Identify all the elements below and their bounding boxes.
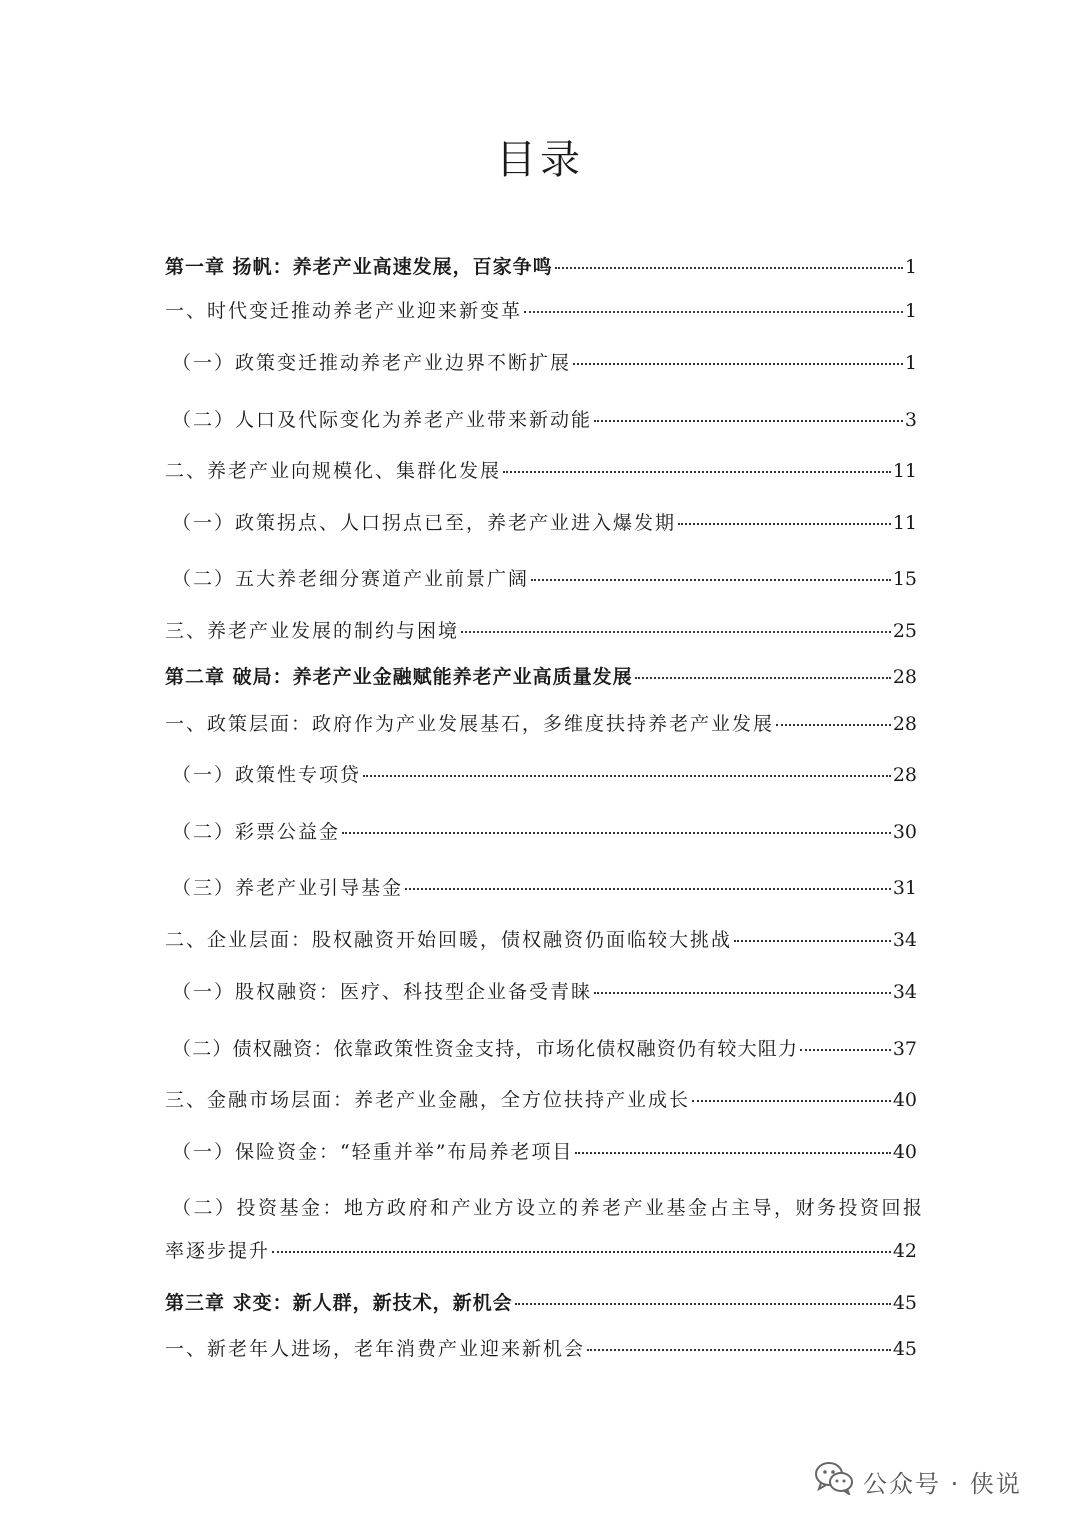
toc-entry-text: （一）股权融资：医疗、科技型企业备受青睐 xyxy=(172,981,593,1003)
toc-entry[interactable] xyxy=(172,1137,917,1164)
toc-page-number: 30 xyxy=(892,821,917,843)
toc-entry[interactable] xyxy=(172,977,917,1004)
toc-page-number: 3 xyxy=(904,409,917,431)
toc-entry-text: 第二章 破局：养老产业金融赋能养老产业高质量发展 xyxy=(165,666,633,688)
toc-page-number: 1 xyxy=(904,300,917,322)
toc-entry-text: （二）债权融资：依靠政策性资金支持，市场化债权融资仍有较大阻力 xyxy=(172,1038,799,1060)
leader-dots xyxy=(594,420,903,422)
toc-entry[interactable] xyxy=(165,662,917,689)
toc-page-number: 15 xyxy=(892,568,917,590)
toc-entry[interactable] xyxy=(165,709,917,736)
toc-entry-text: （二）五大养老细分赛道产业前景广阔 xyxy=(172,568,530,590)
page-title: 目录 xyxy=(496,137,584,183)
leader-dots xyxy=(692,1100,891,1102)
toc-entry[interactable] xyxy=(165,1334,917,1361)
toc-entry-text: 第一章 扬帆：养老产业高速发展，百家争鸣 xyxy=(165,256,553,278)
leader-dots xyxy=(734,940,891,942)
toc-page-number: 37 xyxy=(892,1038,917,1060)
watermark-text: 公众号 · 侠说 xyxy=(863,1469,1022,1498)
toc-page-number: 11 xyxy=(892,460,917,482)
leader-dots xyxy=(573,363,903,365)
toc-entry-text: 二、企业层面：股权融资开始回暖，债权融资仍面临较大挑战 xyxy=(165,929,733,951)
toc-entry-text: （一）保险资金：“轻重并举”布局养老项目 xyxy=(172,1141,574,1163)
leader-dots xyxy=(531,579,891,581)
toc-entry[interactable] xyxy=(172,760,917,787)
leader-dots xyxy=(503,471,891,473)
toc-page-number: 34 xyxy=(892,929,917,951)
leader-dots xyxy=(461,631,891,633)
toc-entry-text: 率逐步提升 xyxy=(165,1240,271,1262)
toc-entry-text: 三、养老产业发展的制约与困境 xyxy=(165,620,460,642)
toc-page-number: 25 xyxy=(892,620,917,642)
wechat-icon xyxy=(815,1461,853,1501)
leader-dots xyxy=(587,1349,891,1351)
toc-page-number: 1 xyxy=(904,352,917,374)
toc-page-number: 40 xyxy=(892,1141,917,1163)
leader-dots xyxy=(272,1251,891,1253)
toc-entry-first-line[interactable]: （二）投资基金：地方政府和产业方设立的养老产业基金占主导，财务投资回报 xyxy=(172,1197,925,1219)
leader-dots xyxy=(405,888,891,890)
toc-entry[interactable] xyxy=(172,1034,917,1061)
toc-entry-text: （一）政策性专项贷 xyxy=(172,764,362,786)
toc-entry[interactable] xyxy=(172,508,917,535)
toc-page-number: 28 xyxy=(892,713,917,735)
toc-entry[interactable] xyxy=(165,1236,917,1263)
toc-page-number: 40 xyxy=(892,1089,917,1111)
leader-dots xyxy=(555,267,903,269)
toc-entry[interactable] xyxy=(172,817,917,844)
toc-entry-text: 第三章 求变：新人群，新技术，新机会 xyxy=(165,1292,513,1314)
toc-entry-text: 三、金融市场层面：养老产业金融，全方位扶持产业成长 xyxy=(165,1089,691,1111)
toc-page-number: 34 xyxy=(892,981,917,1003)
toc-page-number: 42 xyxy=(892,1240,917,1262)
leader-dots xyxy=(515,1303,891,1305)
toc-entry[interactable] xyxy=(165,616,917,643)
toc-entry[interactable] xyxy=(165,296,917,323)
toc-entry-text: （三）养老产业引导基金 xyxy=(172,877,404,899)
toc-entry[interactable] xyxy=(165,456,917,483)
toc-page-number: 31 xyxy=(892,877,917,899)
leader-dots xyxy=(363,775,891,777)
toc-page-number: 28 xyxy=(892,666,917,688)
toc-entry-text: 二、养老产业向规模化、集群化发展 xyxy=(165,460,502,482)
toc-page-number: 45 xyxy=(892,1292,917,1314)
toc-entry-text: 一、政策层面：政府作为产业发展基石，多维度扶持养老产业发展 xyxy=(165,713,775,735)
toc-entry[interactable] xyxy=(165,925,917,952)
toc-page-number: 28 xyxy=(892,764,917,786)
toc-entry-text: （一）政策变迁推动养老产业边界不断扩展 xyxy=(172,352,572,374)
toc-entry-text: 一、新老年人进场，老年消费产业迎来新机会 xyxy=(165,1338,586,1360)
toc-entry-text: （二）人口及代际变化为养老产业带来新动能 xyxy=(172,409,593,431)
leader-dots xyxy=(635,677,891,679)
leader-dots xyxy=(594,992,891,994)
toc-entry[interactable] xyxy=(172,564,917,591)
toc-page-number: 45 xyxy=(892,1338,917,1360)
leader-dots xyxy=(342,832,891,834)
watermark xyxy=(815,1456,1022,1506)
leader-dots xyxy=(575,1152,890,1154)
leader-dots xyxy=(524,311,903,313)
toc-entry-text: （二）彩票公益金 xyxy=(172,821,341,843)
toc-entry[interactable] xyxy=(165,252,917,279)
leader-dots xyxy=(678,523,891,525)
leader-dots xyxy=(800,1049,891,1051)
toc-entry[interactable] xyxy=(165,1288,917,1315)
toc-page-number: 1 xyxy=(904,256,917,278)
toc-entry-text: （一）政策拐点、人口拐点已至，养老产业进入爆发期 xyxy=(172,512,677,534)
toc-entry[interactable] xyxy=(172,405,917,432)
toc-entry[interactable] xyxy=(172,348,917,375)
toc-page-number: 11 xyxy=(892,512,917,534)
leader-dots xyxy=(776,724,891,726)
toc-entry[interactable] xyxy=(172,873,917,900)
toc-entry[interactable] xyxy=(165,1085,917,1112)
toc-entry-text: 一、时代变迁推动养老产业迎来新变革 xyxy=(165,300,523,322)
